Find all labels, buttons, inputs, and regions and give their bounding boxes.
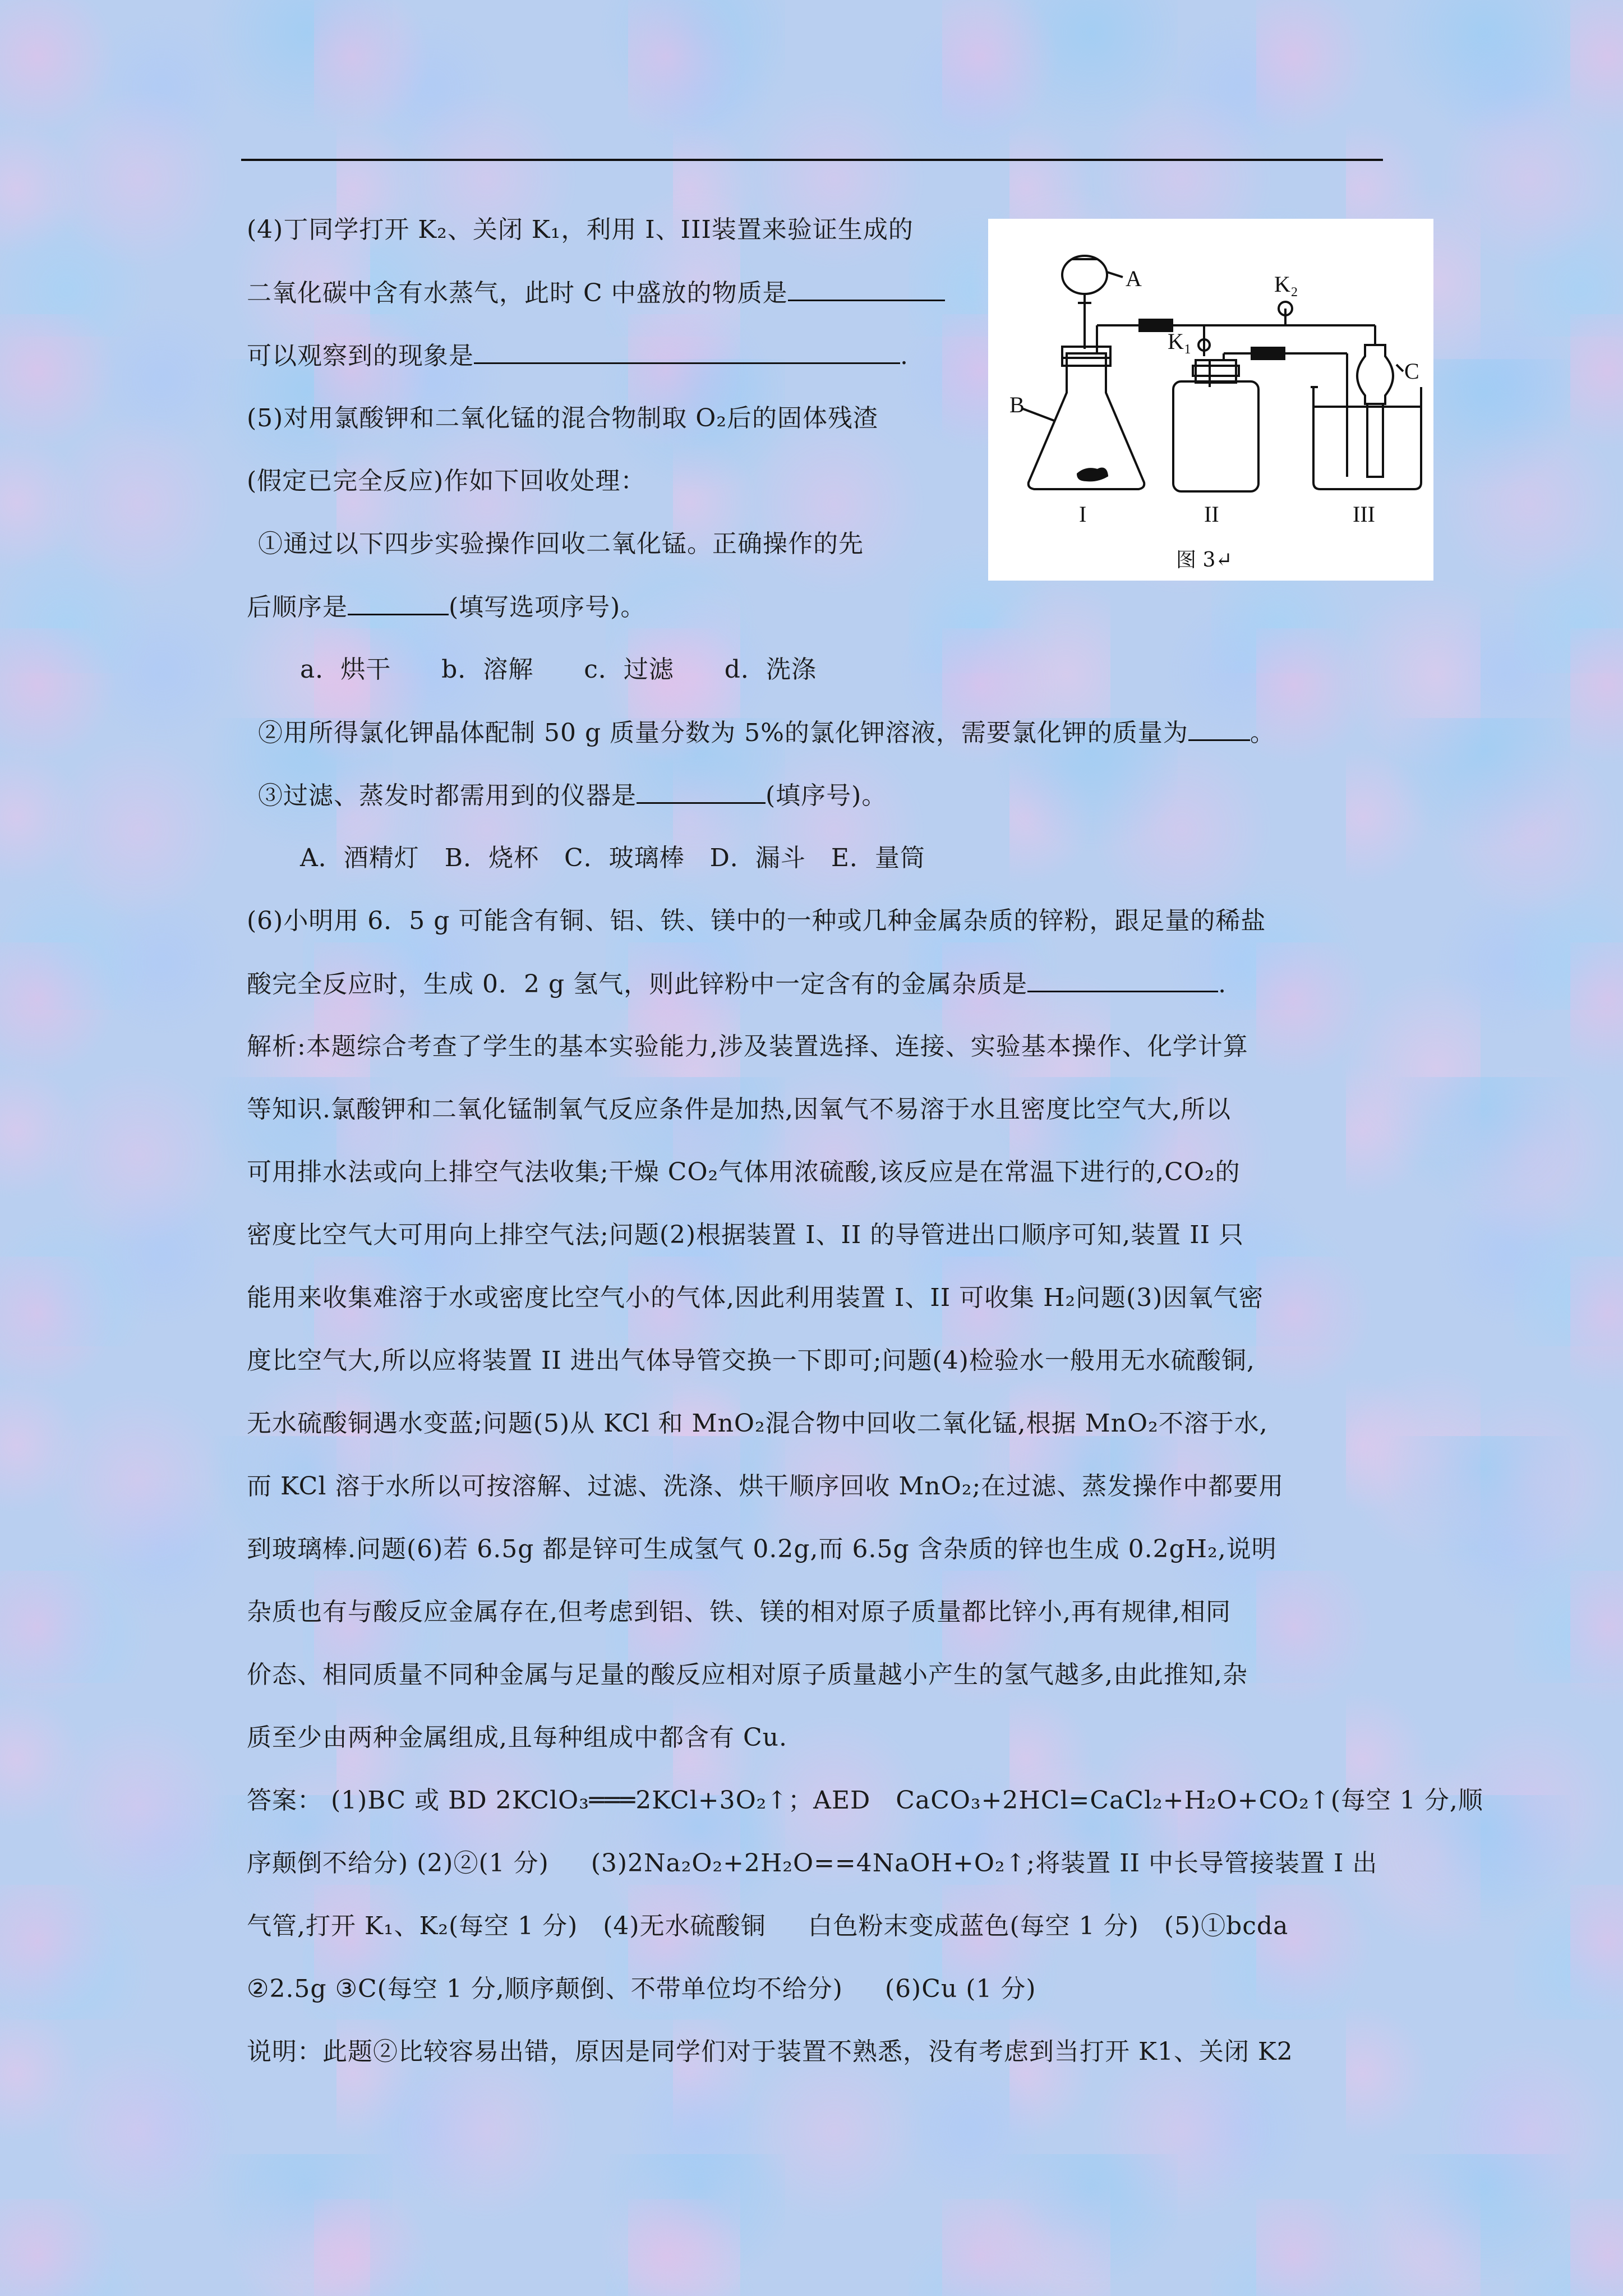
answer-blank[interactable] [474, 339, 900, 364]
drying-tube-c [1357, 345, 1393, 404]
separatory-funnel-a [1062, 256, 1107, 294]
label-c: C [1404, 358, 1419, 384]
q4-line-1: (4)丁同学打开 K₂、关闭 K₁，利用 I、III装置来验证生成的 [247, 215, 914, 244]
q6-line-1: (6)小明用 6．5 g 可能含有铜、铝、铁、镁中的一种或几种金属杂质的锌粉，跟足量的稀盐 [247, 907, 1266, 935]
q5-sub1-text-b: (填写选项序号)。 [449, 593, 646, 622]
analysis-line: 能用来收集难溶于水或密度比空气小的气体,因此利用装置 I、II 可收集 H₂问题(3)因氧气密 [247, 1283, 1264, 1312]
analysis-line: 可用排水法或向上排空气法收集;干燥 CO₂气体用浓硫酸,该反应是在常温下进行的,CO₂的 [247, 1158, 1241, 1186]
label-iii: III [1353, 501, 1375, 527]
figure-caption: 图 3↵ [1176, 549, 1233, 572]
answer-blank[interactable] [637, 779, 766, 804]
answer-line: 序颠倒不给分) (2)②(1 分) (3)2Na₂O₂+2H₂O==4NaOH+O₂↑;将装置 II 中长导管接装置 I 出 [247, 1849, 1378, 1878]
q5-sub3-text-a: ③过滤、蒸发时都需用到的仪器是 [258, 781, 637, 810]
q4-line-3: 可以观察到的现象是 . [247, 339, 909, 373]
q4-line-2 [247, 276, 945, 310]
answer-line: 答案： (1)BC 或 BD 2KClO₃═══2KCl+3O₂↑；AED CaCO₃+2HCl=CaCl₂+H₂O+CO₂↑(每空 1 分,顺 [247, 1786, 1483, 1815]
label-ii: II [1204, 501, 1219, 527]
label-i: I [1079, 501, 1087, 527]
answer-blank[interactable] [1188, 716, 1250, 741]
label-b: B [1009, 392, 1025, 417]
analysis-line: 价态、相同质量不同种金属与足量的酸反应相对原子质量越小产生的氢气越多,由此推知,杂 [247, 1660, 1248, 1689]
analysis-line: 无水硫酸铜遇水变蓝;问题(5)从 KCl 和 MnO₂混合物中回收二氧化锰,根据 MnO₂不溶于水, [247, 1409, 1268, 1438]
apparatus-diagram [988, 219, 1433, 581]
q5-sub1-line-1: ①通过以下四步实验操作回收二氧化锰。正确操作的先 [258, 530, 864, 558]
analysis-line: 密度比空气大可用向上排空气法;问题(2)根据装置 I、II 的导管进出口顺序可知,装置 II 只 [247, 1221, 1244, 1249]
apparatus-figure [988, 219, 1433, 581]
answer-line: ②2.5g ③C(每空 1 分,顺序颠倒、不带单位均不给分) (6)Cu (1 分) [247, 1975, 1036, 2003]
analysis-line: 杂质也有与酸反应金属存在,但考虑到铝、铁、镁的相对原子质量都比锌小,再有规律,相同 [247, 1598, 1231, 1626]
q5-sub1-text-a: 后顺序是 [247, 593, 348, 622]
q6-line-2: 酸完全反应时，生成 0．2 g 氢气，则此锌粉中一定含有的金属杂质是 . [247, 967, 1227, 1001]
answer-blank[interactable] [788, 276, 945, 301]
analysis-line: 而 KCl 溶于水所以可按溶解、过滤、洗涤、烘干顺序回收 MnO₂;在过滤、蒸发操作中都要用 [247, 1472, 1284, 1501]
q5-sub3-line [258, 779, 887, 813]
q4-line-2-text: 二氧化碳中含有水蒸气，此时 C 中盛放的物质是 [247, 279, 788, 307]
q5-sub3-options: A．酒精灯 B．烧杯 C．玻璃棒 D．漏斗 E．量筒 [300, 844, 926, 872]
analysis-line: 到玻璃棒.问题(6)若 6.5g 都是锌可生成氢气 0.2g,而 6.5g 含杂质的锌也生成 0.2gH₂,说明 [247, 1535, 1277, 1563]
q6-line-2-text: 酸完全反应时，生成 0．2 g 氢气，则此锌粉中一定含有的金属杂质是 [247, 970, 1028, 999]
q5-sub2-text: ②用所得氯化钾晶体配制 50 g 质量分数为 5%的氯化钾溶液，需要氯化钾的质量为 [258, 719, 1188, 747]
analysis-line: 等知识.氯酸钾和二氧化锰制氧气反应条件是加热,因氧气不易溶于水且密度比空气大,所以 [247, 1095, 1231, 1124]
answer-blank[interactable] [348, 590, 449, 615]
q5-sub1-options: a．烘干 b．溶解 c．过滤 d．洗涤 [300, 655, 817, 684]
q5-line-2: (假定已完全反应)作如下回收处理： [247, 467, 646, 495]
answer-blank[interactable] [1027, 967, 1218, 992]
q5-line-1: (5)对用氯酸钾和二氧化锰的混合物制取 O₂后的固体残渣 [247, 404, 879, 432]
q4-line-3-text: 可以观察到的现象是 [247, 342, 474, 370]
label-k1: K₁ [1168, 329, 1192, 354]
q5-sub3-text-b: (填序号)。 [766, 781, 887, 810]
analysis-line: 解析:本题综合考查了学生的基本实验能力,涉及装置选择、连接、实验基本操作、化学计算 [247, 1032, 1248, 1061]
label-a: A [1126, 266, 1142, 291]
analysis-line: 度比空气大,所以应将装置 II 进出气体导管交换一下即可;问题(4)检验水一般用无水硫酸铜, [247, 1346, 1255, 1375]
label-k2: K₂ [1274, 272, 1298, 297]
note-line: 说明：此题②比较容易出错，原因是同学们对于装置不熟悉，没有考虑到当打开 K1、关闭 K2 [247, 2037, 1293, 2066]
header-rule [241, 159, 1383, 161]
q5-sub1-line-2 [247, 590, 645, 624]
q5-sub2-line: ②用所得氯化钾晶体配制 50 g 质量分数为 5%的氯化钾溶液，需要氯化钾的质量为 。 [258, 716, 1275, 750]
bottle-ii [1173, 381, 1258, 491]
analysis-line: 质至少由两种金属组成,且每种组成中都含有 Cu. [247, 1723, 787, 1752]
answer-line: 气管,打开 K₁、K₂(每空 1 分) (4)无水硫酸铜 白色粉末变成蓝色(每空 1 分) (5)①bcda [247, 1912, 1289, 1940]
